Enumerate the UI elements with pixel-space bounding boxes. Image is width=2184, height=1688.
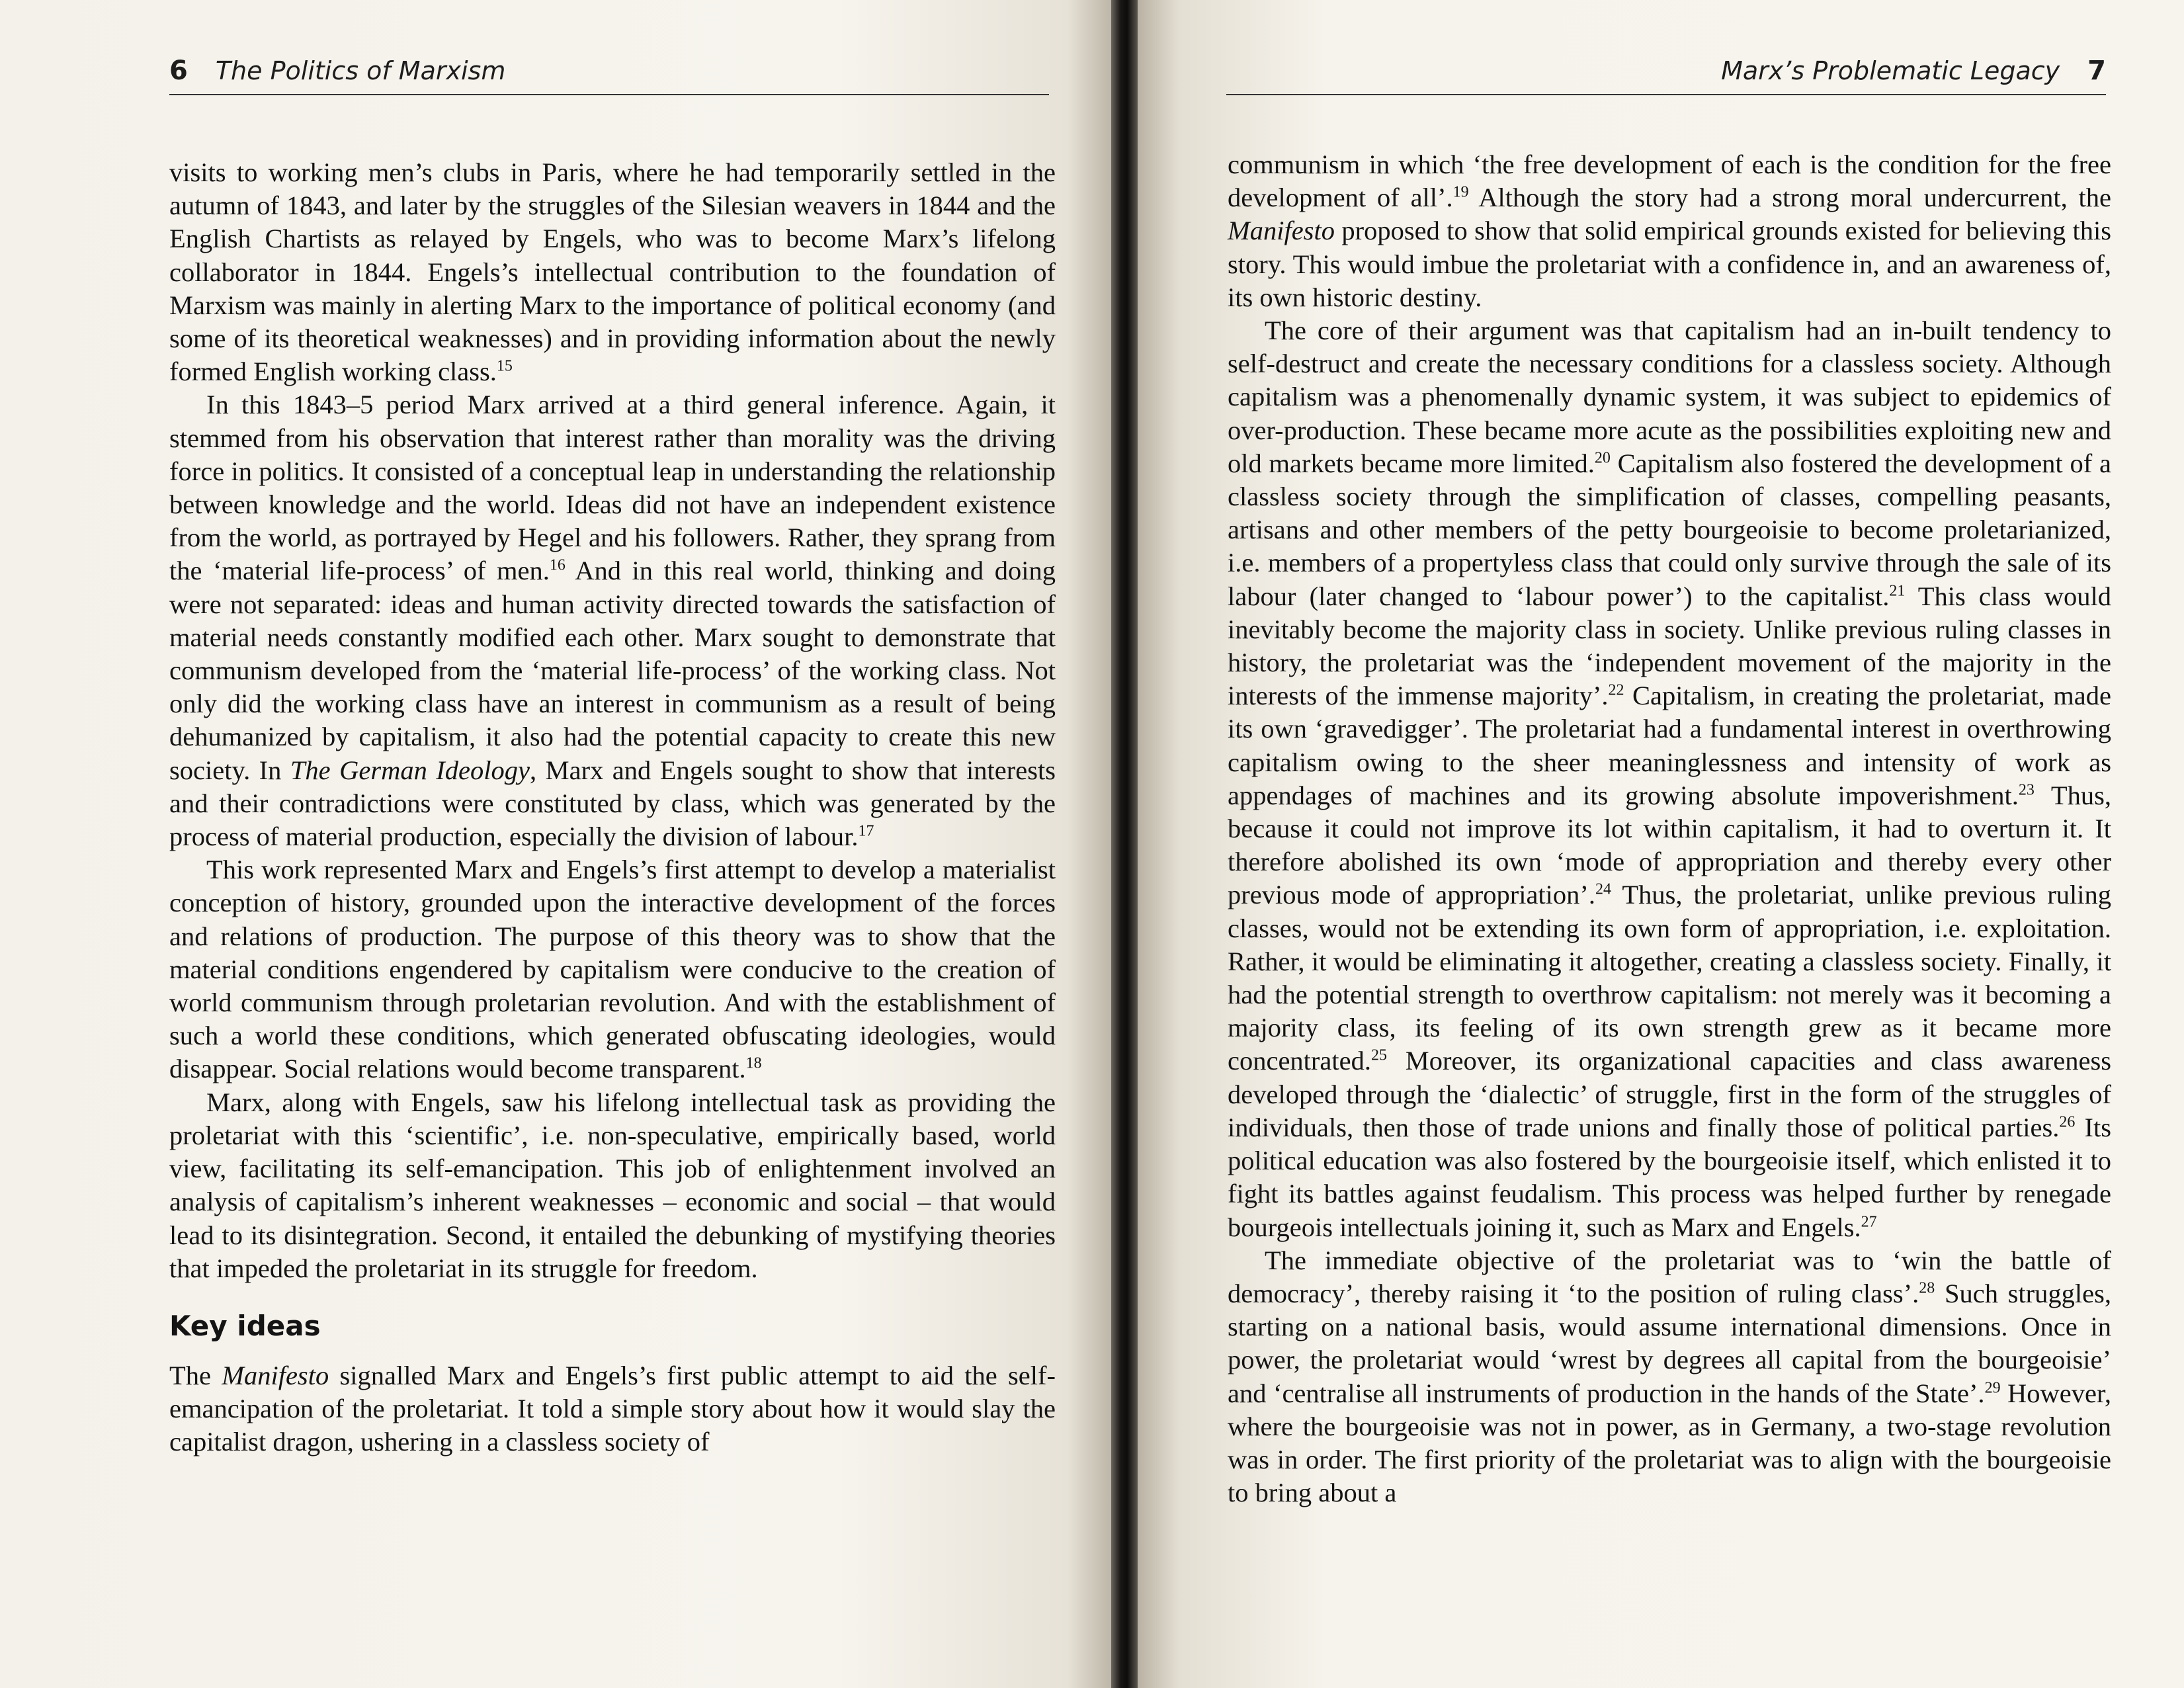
section-heading: Key ideas [169,1309,321,1342]
right-running-title: Marx’s Problematic Legacy [1721,56,2060,85]
left-running-title: The Politics of Marxism [215,56,506,85]
right-body-text [1228,148,2111,1509]
paragraph: This work represented Marx and Engels’s first attempt to develop a materialist conception of history, grounded upon the interactive development of the forces and relations of production. The purpose of this theory was to show that the material conditions engendered by capitalism were conducive to the creation of world communism through proletarian revolution. And with the establishment of such a world these conditions, which generated obfuscating ideologies, would disappear. Social relations would become transparent.$^{18}$ [169,855,1056,1084]
right-page [1138,0,2184,1688]
left-running-head [169,48,1049,95]
footnote-ref: 16 [549,556,566,574]
footnote-ref: 17 [858,822,874,840]
footnote-ref: 21 [1889,582,1906,600]
paragraph: Marx, along with Engels, saw his lifelong intellectual task as providing the proletariat with this ‘scientific’, i.e. non-speculative, empirically based, world view, facilitating its self-emancipation. This job of enlightenment involved an analysis of capitalism’s inherent weaknesses – economic and social – that would lead to its disintegration. Second, it entailed the debunking of mystifying theories that impeded the proletariat in its struggle for freedom. [169,1087,1056,1283]
right-page-number: 7 [2087,56,2106,86]
footnote-ref: 24 [1595,880,1612,898]
footnote-ref: 28 [1919,1279,1935,1297]
footnote-ref: 15 [496,357,513,375]
right-running-head [1226,48,2106,95]
footnote-ref: 23 [2018,781,2035,799]
footnote-ref: 29 [1984,1379,2001,1397]
left-body-text [169,156,1056,1459]
paragraph: The immediate objective of the proletariat was to ‘win the battle of democracy’, thereby raising it ‘to the position of ruling class’.$^{28}$ Such struggles, starting on a national basis, would assume international dimensions. Once in power, the proletariat would ‘wrest by degrees all capital from the bourgeoisie’ and ‘centralise all instruments of production in the hands of the State’.$^{29}$ However, where the bourgeoisie was not in power, as in Germany, a two-stage revolution was in order. The first priority of the proletariat was to align with the bourgeoisie to bring about a [1228,1245,2111,1508]
paragraph: The Manifesto signalled Marx and Engels’s first public attempt to aid the self-emancipation of the proletariat. It told a simple story about how it would slay the capitalist dragon, ushering in a classless society of [169,1360,1056,1457]
book-title: Manifesto [222,1360,329,1390]
footnote-ref: 26 [2059,1113,2076,1131]
paragraph: The core of their argument was that capitalism had an in-built tendency to self-destruct and create the necessary conditions for a classless society. Although capitalism was a phenomenally dynamic system, it was subject to epidemics of over-production. These became more acute as the possibilities exploiting new and old markets became more limited.$^{20}$ Capitalism also fostered the development of a classless society through the simplification of classes, compelling peasants, artisans and other members of the petty bourgeoisie to become proletarianized, i.e. members of a propertyless class that could only survive through the sale of its labour (later changed to ‘labour power’) to the capitalist.$^{21}$ This class would inevitably become the majority class in society. Unlike previous ruling classes in history, the proletariat was the ‘independent movement of the majority in the interests of the immense majority’.$^{22}$ Capitalism, in creating the proletariat, made its own ‘gravedigger’. The proletariat had a fundamental interest in overthrowing capitalism owing to the sheer meaninglessness and intensity of work as appendages of machines and its growing absolute impoverishment.$^{23}$ Thus, because it could not improve its lot within capitalism, it had to overturn it. It therefore abolished its own ‘mode of appropriation and thereby every other previous mode of appropriation’.$^{24}$ Thus, the proletariat, unlike previous ruling classes, would not be extending its own form of appropriation, i.e. exploitation. Rather, it would be eliminating it altogether, creating a classless society. Finally, it had the potential strength to overthrow capitalism: not merely was it becoming a majority class, its feeling of its own strength grew as it became more concentrated.$^{25}$ Moreover, its organizational capacities and class awareness developed through the ‘dialectic’ of struggle, first in the form of the struggles of individuals, then those of trade unions and finally those of political parties.$^{26}$ Its political education was also fostered by the bourgeoisie itself, which enlisted it to fight its battles against feudalism. This process was helped further by renegade bourgeois intellectuals joining it, such as Marx and Engels.$^{27}$ [1228,316,2112,1242]
footnote-ref: 20 [1594,449,1611,467]
footnote-ref: 27 [1861,1213,1877,1230]
book-title: Manifesto [1228,216,1335,246]
footnote-ref: 18 [745,1054,762,1072]
left-page-number: 6 [169,56,188,86]
footnote-ref: 19 [1452,183,1469,201]
footnote-ref: 25 [1371,1046,1387,1064]
book-gutter [1111,0,1138,1688]
paragraph: communism in which ‘the free development of each is the condition for the free development of all’.$^{19}$ Although the story had a strong moral undercurrent, the Manifesto proposed to show that solid empirical grounds existed for believing this story. This would imbue the proletariat with a confidence in, and an awareness of, its own historic destiny. [1228,149,2111,312]
footnote-ref: 22 [1608,681,1624,699]
book-title: The German Ideology [290,755,530,785]
paragraph: visits to working men’s clubs in Paris, where he had temporarily settled in the autumn of 1843, and later by the struggles of the Silesian weavers in 1844 and the English Chartists as relayed by Engels, who was to become Marx’s lifelong collaborator in 1844. Engels’s intellectual contribution to the foundation of Marxism was mainly in alerting Marx to the importance of political economy (and some of its theoretical weaknesses) and in providing information about the newly formed English working class.$^{15}$ [169,157,1056,387]
paragraph: In this 1843–5 period Marx arrived at a third general inference. Again, it stemmed from his observation that interest rather than morality was the driving force in politics. It consisted of a conceptual leap in understanding the relationship between knowledge and the world. Ideas did not have an independent existence from the world, as portrayed by Hegel and his followers. Rather, they sprang from the ‘material life-process’ of men.$^{16}$ And in this real world, thinking and doing were not separated: ideas and human activity directed towards the satisfaction of material needs constantly modified each other. Marx sought to demonstrate that communism developed from the ‘material life-process’ of the working class. Not only did the working class have an interest in communism as a result of being dehumanized by capitalism, it also had the potential capacity to create this new society. In The German Ideology, Marx and Engels sought to show that interests and their contradictions were constituted by class, which was generated by the process of material production, especially the division of labour.$^{17}$ [169,390,1056,852]
